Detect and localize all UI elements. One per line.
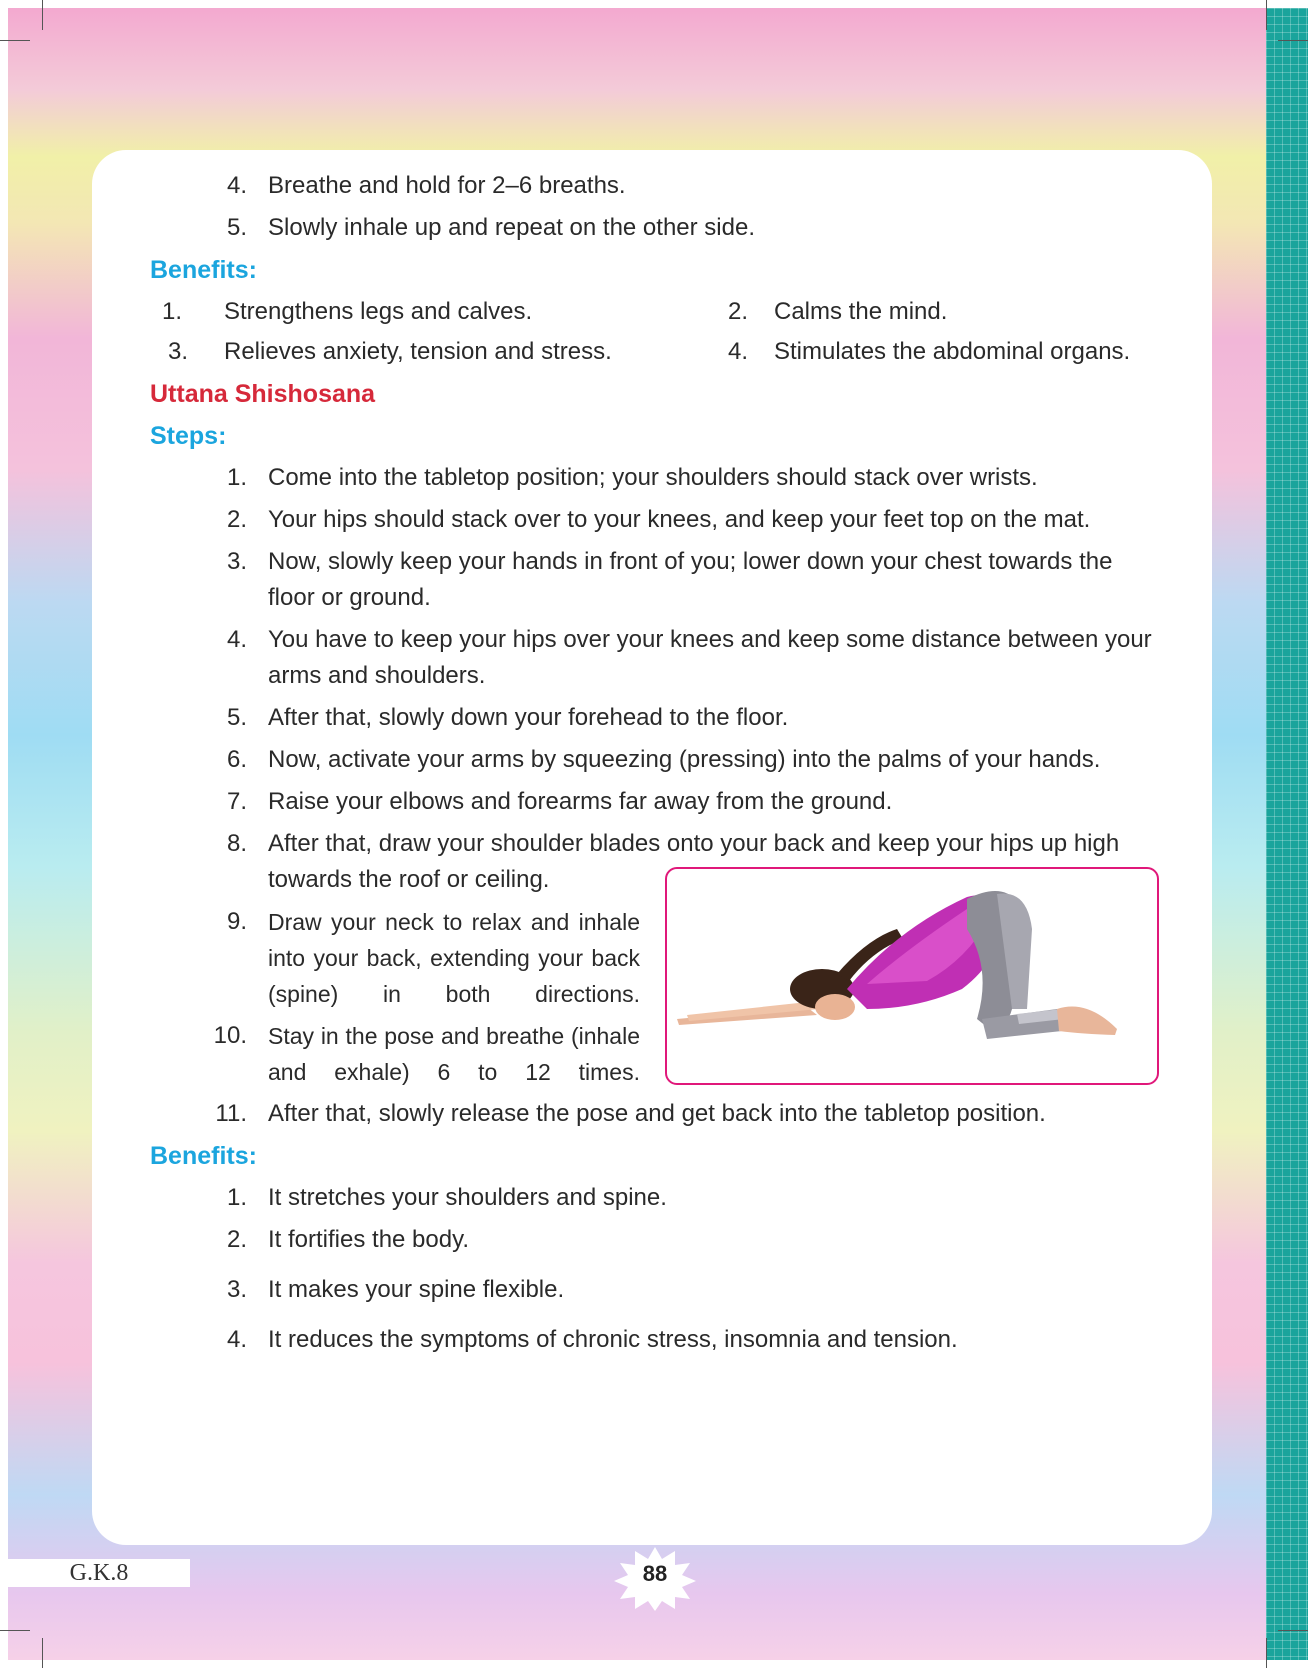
- step-number: 8.: [226, 830, 247, 857]
- pose-title: Uttana Shishosana: [150, 380, 376, 408]
- crop-mark: [0, 1630, 30, 1631]
- pose-photo-frame: [665, 867, 1159, 1085]
- step-number: 5.: [226, 214, 247, 241]
- crop-mark: [1278, 1630, 1308, 1631]
- step-text: Stay in the pose and breathe (inhale and exhale) 6 to 12 times.: [268, 1023, 640, 1085]
- step-text: Draw your neck to relax and inhale into your back, extending your back (spine) in both directions.: [268, 909, 640, 1007]
- page-number-badge: [612, 1545, 698, 1611]
- crop-mark: [0, 40, 30, 41]
- benefit-text: It fortifies the body.: [268, 1226, 469, 1253]
- step-number: 5.: [226, 704, 247, 731]
- book-label: G.K.8: [8, 1559, 190, 1587]
- step-text: Come into the tabletop position; your shoulders should stack over wrists.: [268, 464, 1038, 491]
- benefit-text: Calms the mind.: [774, 298, 948, 325]
- crop-mark: [42, 1638, 43, 1668]
- step-text: After that, slowly down your forehead to the floor.: [268, 704, 789, 731]
- benefit-text: It makes your spine flexible.: [268, 1276, 565, 1303]
- benefits-heading: Benefits:: [150, 1142, 257, 1170]
- step-number: 9.: [226, 908, 247, 935]
- step-number: 7.: [226, 788, 247, 815]
- step-number: 4.: [226, 172, 247, 199]
- crop-mark: [1266, 1638, 1267, 1668]
- step-text: Now, slowly keep your hands in front of you; lower down your chest towards the floor or ground.: [268, 548, 1113, 611]
- step-text: Raise your elbows and forearms far away from the ground.: [268, 788, 893, 815]
- benefit-text: Stimulates the abdominal organs.: [774, 338, 1131, 365]
- benefit-text: Relieves anxiety, tension and stress.: [224, 338, 612, 365]
- step-number: 6.: [226, 746, 247, 773]
- benefit-number: 2.: [727, 298, 748, 325]
- side-grid-strip: [1266, 8, 1308, 1660]
- step-text: Slowly inhale up and repeat on the other side.: [268, 214, 755, 241]
- crop-mark: [1266, 0, 1267, 30]
- page-number: 88: [642, 1561, 668, 1586]
- benefit-number: 1.: [161, 298, 182, 325]
- benefit-text: It stretches your shoulders and spine.: [268, 1184, 667, 1211]
- steps-heading: Steps:: [150, 422, 227, 450]
- benefit-text: It reduces the symptoms of chronic stress, insomnia and tension.: [268, 1326, 958, 1353]
- crop-mark: [1278, 40, 1308, 41]
- step-text: After that, draw your shoulder blades onto your back and keep your hips up high towards the roof or ceiling.: [268, 830, 1120, 893]
- benefit-number: 2.: [226, 1226, 247, 1253]
- benefit-number: 1.: [226, 1184, 247, 1211]
- crop-mark: [42, 0, 43, 30]
- benefit-number: 3.: [226, 1276, 247, 1303]
- uttana-shishosana-illustration: [667, 869, 1157, 1083]
- step-number: 11.: [215, 1100, 247, 1127]
- step-text: After that, slowly release the pose and get back into the tabletop position.: [268, 1100, 1046, 1127]
- step-text: Your hips should stack over to your knees, and keep your feet top on the mat.: [268, 506, 1091, 533]
- step-number: 2.: [226, 506, 247, 533]
- step-text: Breathe and hold for 2–6 breaths.: [268, 172, 626, 199]
- step-number: 3.: [226, 548, 247, 575]
- benefit-text: Strengthens legs and calves.: [224, 298, 533, 325]
- benefits-heading: Benefits:: [150, 256, 257, 284]
- step-number: 10.: [213, 1022, 247, 1049]
- benefit-number: 3.: [167, 338, 188, 365]
- benefit-number: 4.: [727, 338, 748, 365]
- step-number: 1.: [226, 464, 247, 491]
- step-number: 4.: [226, 626, 247, 653]
- step-text: Now, activate your arms by squeezing (pressing) into the palms of your hands.: [268, 746, 1101, 773]
- step-text: You have to keep your hips over your knees and keep some distance between your arms and shoulders.: [268, 626, 1152, 689]
- benefit-number: 4.: [226, 1326, 247, 1353]
